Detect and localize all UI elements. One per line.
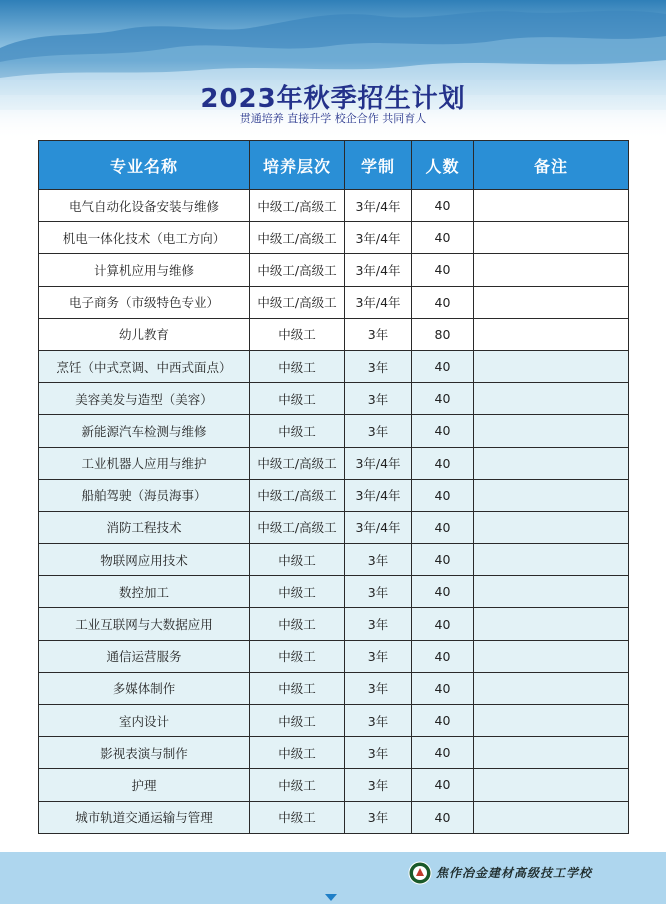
cell-quota: 40	[412, 511, 474, 543]
cell-level: 中级工/高级工	[250, 286, 345, 318]
cell-major: 新能源汽车检测与维修	[39, 415, 250, 447]
cell-duration: 3年/4年	[345, 479, 412, 511]
cell-level: 中级工	[250, 801, 345, 833]
cell-duration: 3年/4年	[345, 447, 412, 479]
table-row	[39, 672, 629, 704]
cell-major: 城市轨道交通运输与管理	[39, 801, 250, 833]
cell-duration: 3年	[345, 640, 412, 672]
cell-level: 中级工	[250, 544, 345, 576]
cell-major: 物联网应用技术	[39, 544, 250, 576]
cell-major: 消防工程技术	[39, 511, 250, 543]
column-header-major: 专业名称	[39, 141, 250, 190]
cell-quota: 40	[412, 383, 474, 415]
cell-level: 中级工	[250, 705, 345, 737]
cell-remarks	[474, 286, 629, 318]
cell-quota: 40	[412, 705, 474, 737]
table-row	[39, 318, 629, 350]
page-subtitle: 贯通培养 直接升学 校企合作 共同育人	[239, 112, 427, 125]
cell-duration: 3年/4年	[345, 254, 412, 286]
cell-quota: 40	[412, 415, 474, 447]
table-row	[39, 383, 629, 415]
cell-major: 电气自动化设备安装与维修	[39, 190, 250, 222]
cell-quota: 40	[412, 190, 474, 222]
down-arrow-icon	[325, 894, 337, 901]
cell-remarks	[474, 190, 629, 222]
table-row	[39, 447, 629, 479]
cell-major: 计算机应用与维修	[39, 254, 250, 286]
table-row	[39, 286, 629, 318]
table-row	[39, 511, 629, 543]
table-row	[39, 640, 629, 672]
cell-remarks	[474, 511, 629, 543]
cell-duration: 3年	[345, 383, 412, 415]
cell-level: 中级工	[250, 383, 345, 415]
cell-level: 中级工	[250, 608, 345, 640]
page-header	[0, 0, 666, 140]
table-row	[39, 801, 629, 833]
cell-level: 中级工	[250, 737, 345, 769]
cell-major: 护理	[39, 769, 250, 801]
cell-remarks	[474, 544, 629, 576]
cell-quota: 40	[412, 672, 474, 704]
cell-quota: 40	[412, 576, 474, 608]
cell-level: 中级工/高级工	[250, 190, 345, 222]
cell-duration: 3年	[345, 769, 412, 801]
cell-duration: 3年/4年	[345, 190, 412, 222]
cell-major: 机电一体化技术（电工方向）	[39, 222, 250, 254]
cell-level: 中级工	[250, 350, 345, 382]
table-header-row	[39, 141, 629, 190]
cell-major: 多媒体制作	[39, 672, 250, 704]
cell-level: 中级工	[250, 415, 345, 447]
table-row	[39, 254, 629, 286]
cell-quota: 40	[412, 640, 474, 672]
cell-remarks	[474, 222, 629, 254]
cell-remarks	[474, 801, 629, 833]
cell-major: 烹饪（中式烹调、中西式面点）	[39, 350, 250, 382]
table-row	[39, 222, 629, 254]
table-row	[39, 576, 629, 608]
cell-quota: 40	[412, 737, 474, 769]
cell-major: 幼儿教育	[39, 318, 250, 350]
school-name: 焦作冶金建材高级技工学校	[436, 866, 593, 880]
cell-major: 工业互联网与大数据应用	[39, 608, 250, 640]
cell-quota: 40	[412, 254, 474, 286]
column-header-remarks: 备注	[474, 141, 629, 190]
cell-quota: 40	[412, 222, 474, 254]
cell-major: 数控加工	[39, 576, 250, 608]
cell-level: 中级工/高级工	[250, 479, 345, 511]
cell-major: 电子商务（市级特色专业）	[39, 286, 250, 318]
cell-major: 美容美发与造型（美容）	[39, 383, 250, 415]
cell-major: 通信运营服务	[39, 640, 250, 672]
cell-quota: 40	[412, 608, 474, 640]
cell-major: 影视表演与制作	[39, 737, 250, 769]
cell-duration: 3年	[345, 576, 412, 608]
cell-level: 中级工	[250, 640, 345, 672]
cell-quota: 40	[412, 479, 474, 511]
table-row	[39, 190, 629, 222]
cell-duration: 3年	[345, 350, 412, 382]
page-title: 2023年秋季招生计划	[200, 84, 466, 114]
cell-duration: 3年	[345, 801, 412, 833]
cell-remarks	[474, 640, 629, 672]
cell-duration: 3年/4年	[345, 222, 412, 254]
cell-duration: 3年/4年	[345, 286, 412, 318]
table-row	[39, 608, 629, 640]
cell-quota: 40	[412, 801, 474, 833]
cell-quota: 80	[412, 318, 474, 350]
cell-level: 中级工/高级工	[250, 254, 345, 286]
cell-quota: 40	[412, 769, 474, 801]
column-header-quota: 人数	[412, 141, 474, 190]
enrollment-plan-table	[38, 140, 629, 834]
cell-major: 船舶驾驶（海员海事）	[39, 479, 250, 511]
column-header-level: 培养层次	[250, 141, 345, 190]
cell-duration: 3年	[345, 415, 412, 447]
table-row	[39, 737, 629, 769]
cell-duration: 3年	[345, 737, 412, 769]
cell-remarks	[474, 383, 629, 415]
table-row	[39, 544, 629, 576]
cell-level: 中级工	[250, 672, 345, 704]
cell-duration: 3年/4年	[345, 511, 412, 543]
cell-remarks	[474, 479, 629, 511]
cell-duration: 3年	[345, 544, 412, 576]
cell-duration: 3年	[345, 705, 412, 737]
table-row	[39, 769, 629, 801]
cell-quota: 40	[412, 447, 474, 479]
table-row	[39, 705, 629, 737]
cell-remarks	[474, 672, 629, 704]
cell-remarks	[474, 576, 629, 608]
cell-remarks	[474, 737, 629, 769]
column-header-duration: 学制	[345, 141, 412, 190]
cell-major: 室内设计	[39, 705, 250, 737]
cell-quota: 40	[412, 286, 474, 318]
table-row	[39, 479, 629, 511]
cell-quota: 40	[412, 544, 474, 576]
cell-level: 中级工/高级工	[250, 222, 345, 254]
cell-level: 中级工/高级工	[250, 447, 345, 479]
cell-remarks	[474, 769, 629, 801]
cell-level: 中级工	[250, 769, 345, 801]
cell-duration: 3年	[345, 318, 412, 350]
cell-quota: 40	[412, 350, 474, 382]
cell-duration: 3年	[345, 608, 412, 640]
cell-level: 中级工	[250, 576, 345, 608]
cell-remarks	[474, 447, 629, 479]
cell-level: 中级工/高级工	[250, 511, 345, 543]
cell-remarks	[474, 608, 629, 640]
table-row	[39, 350, 629, 382]
cell-remarks	[474, 415, 629, 447]
school-emblem-icon	[408, 861, 432, 885]
cell-level: 中级工	[250, 318, 345, 350]
table-row	[39, 415, 629, 447]
cell-remarks	[474, 254, 629, 286]
cell-remarks	[474, 350, 629, 382]
cell-duration: 3年	[345, 672, 412, 704]
cell-major: 工业机器人应用与维护	[39, 447, 250, 479]
cell-remarks	[474, 318, 629, 350]
cell-remarks	[474, 705, 629, 737]
